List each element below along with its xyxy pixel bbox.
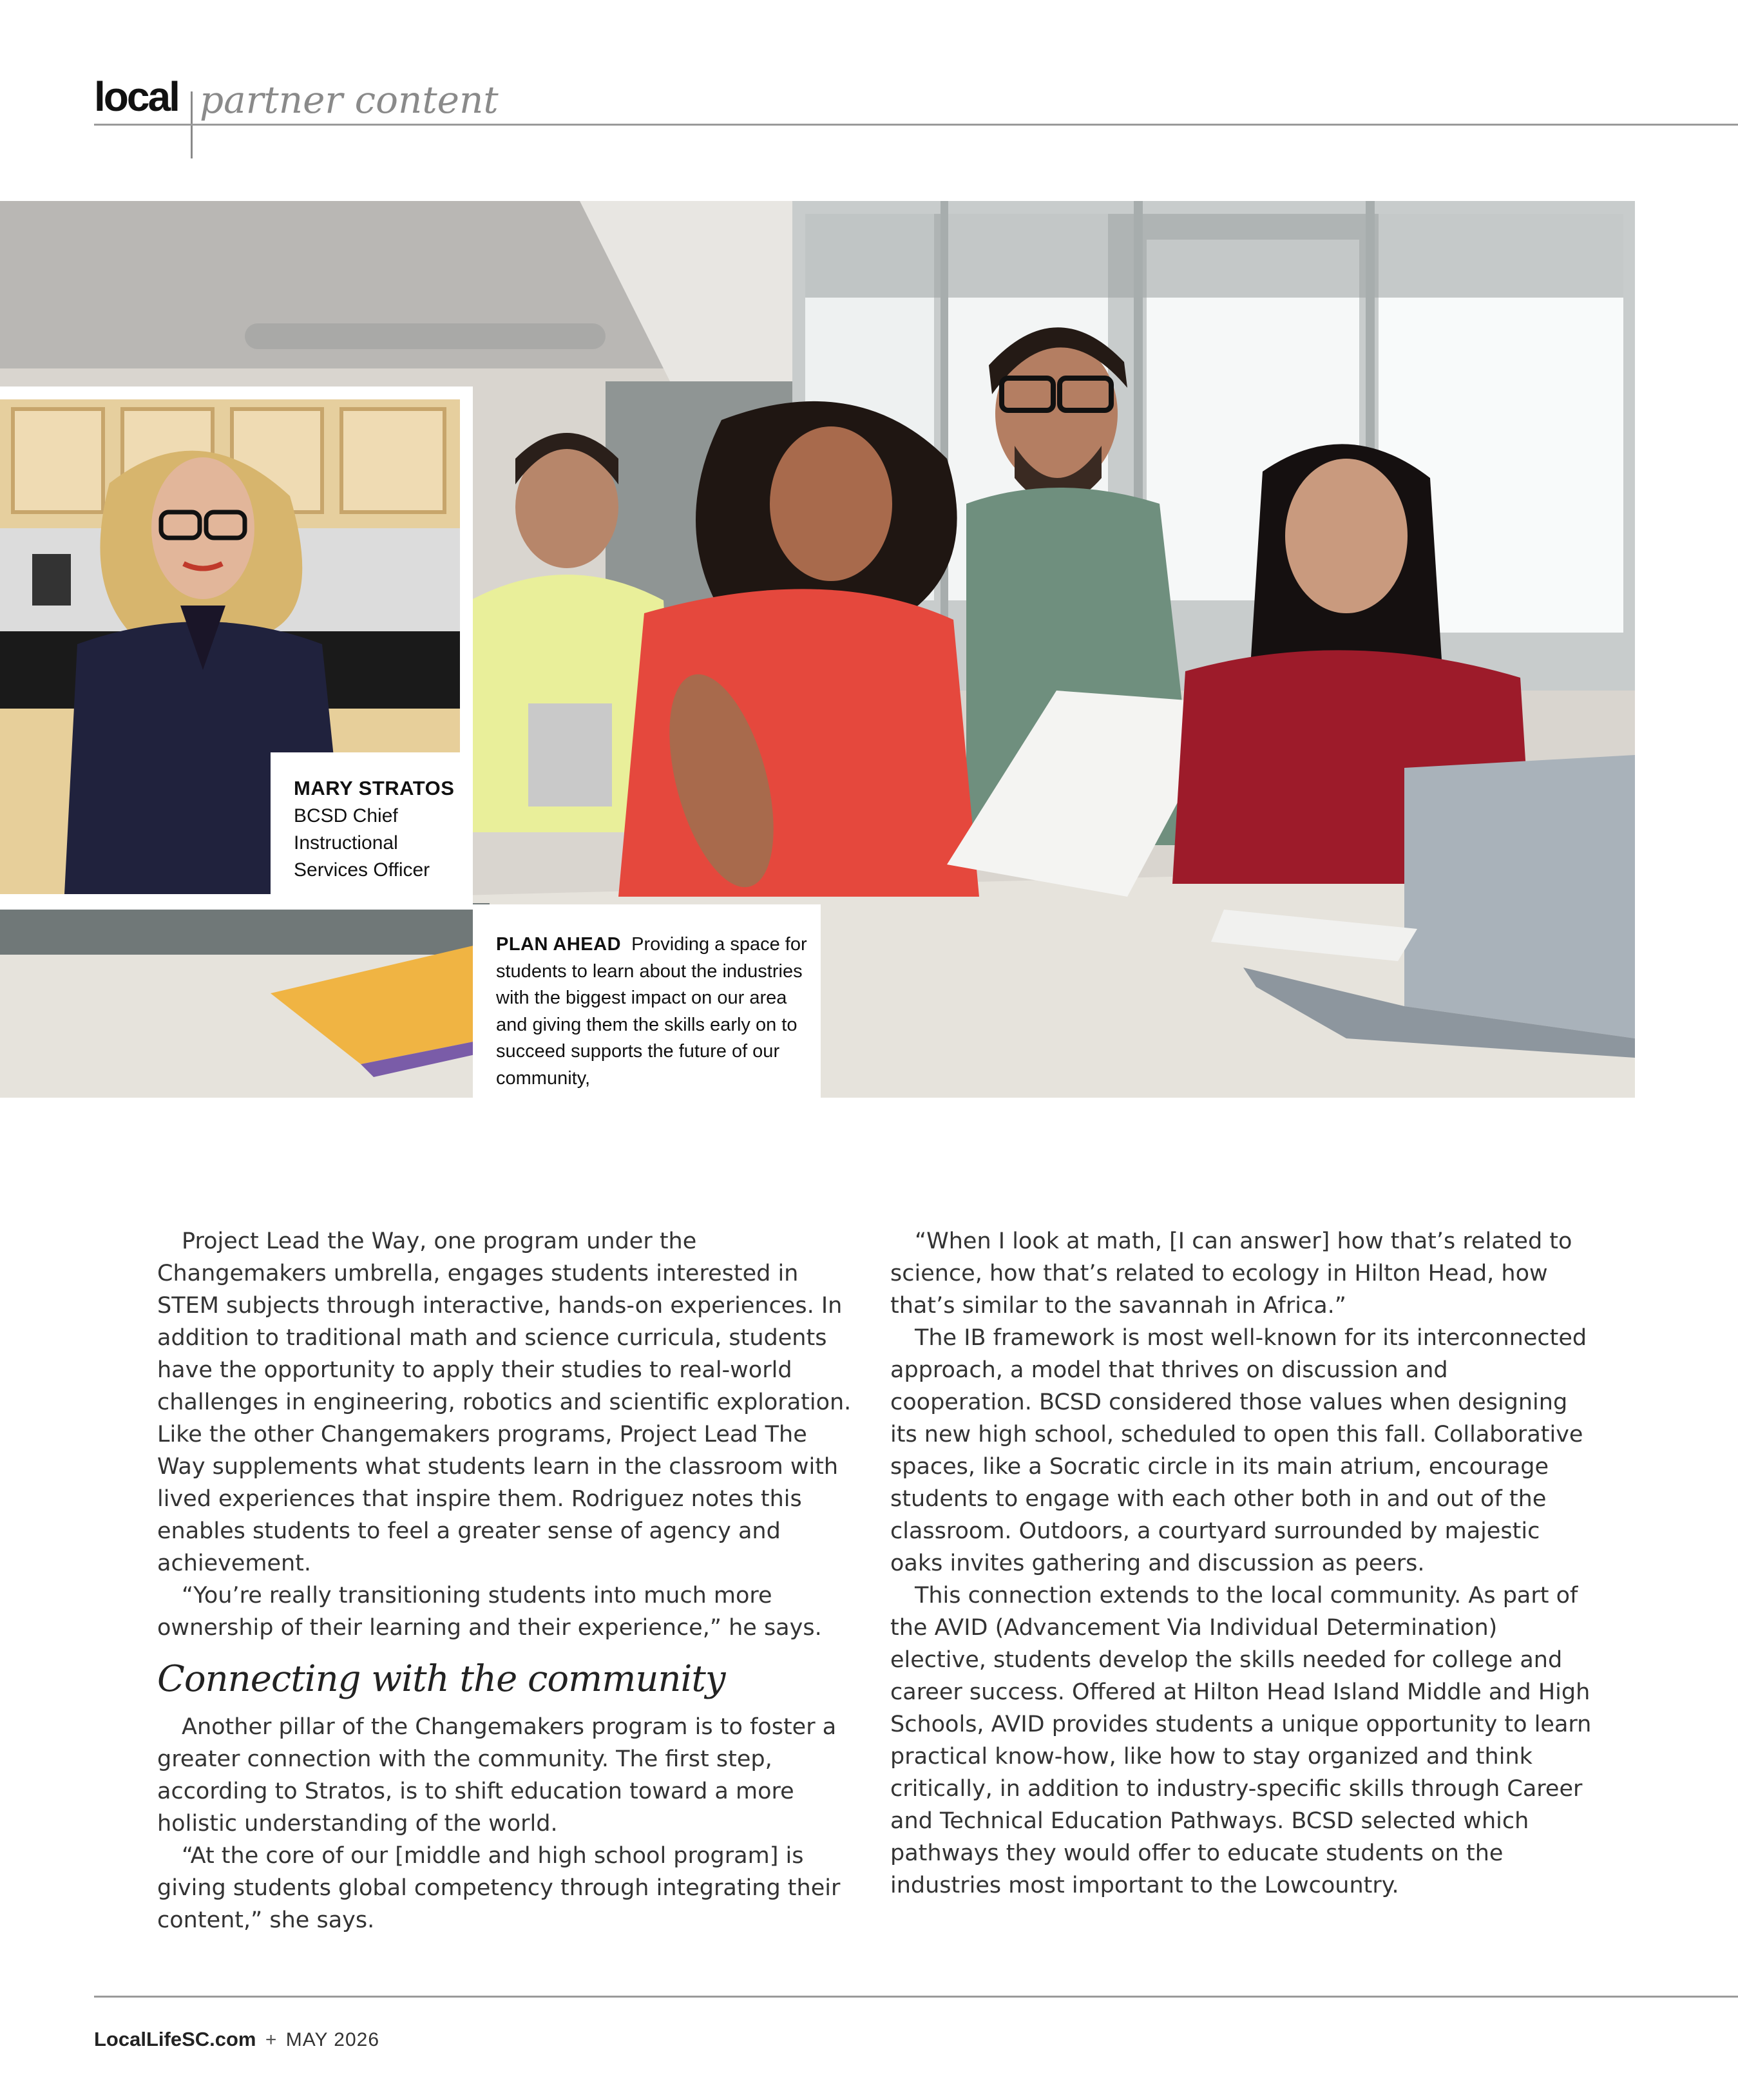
page-footer <box>94 2028 379 2051</box>
article-paragraph: “You’re really transitioning students into much more ownership of their learning and their experience,” he says. <box>157 1583 822 1641</box>
footer-rule <box>94 1996 1738 1998</box>
hero-caption-text: Providing a space for students to learn about the industries with the biggest impact on our area and giving them the skills early on to succeed supports the future of our community, <box>496 934 807 1089</box>
portrait-title: BCSD Chief Instructional Services Officer <box>294 805 430 881</box>
article-paragraph: This connection extends to the local community. As part of the AVID (Advancement Via Individual Determination) elective, students develop the skills needed for college and career success. Offered at Hilton Head Island Middle and High Schools, AVID provides students a unique opportunity to learn practical know-how, like how to stay organized and think critically, in addition to industry-specific skills through Career and Technical Education Pathways. BCSD selected which pathways they would offer to educate students on the industries most important to the Lowcountry. <box>890 1583 1592 1898</box>
section-heading: Connecting with the community <box>157 1658 725 1700</box>
article-paragraph: Another pillar of the Changemakers program is to foster a greater connection with the community. The first step, according to Stratos, is to shift education toward a more holistic understanding of the world. <box>157 1714 837 1837</box>
brand-logo: local <box>94 73 178 120</box>
portrait-name: MARY STRATOS <box>294 777 455 799</box>
article-paragraph: The IB framework is most well-known for its interconnected approach, a model that thrives on discussion and cooperation. BCSD considered those values when designing its new high school, scheduled to open this fall. Collaborative spaces, like a Socratic circle in its main atrium, encourage students to engage with each other both in and out of the classroom. Outdoors, a courtyard surrounded by majestic oaks invites gathering and discussion as peers. <box>890 1325 1587 1576</box>
section-label: partner content <box>200 78 499 122</box>
article-paragraph: Project Lead the Way, one program under the Changemakers umbrella, engages students interested in STEM subjects through interactive, hands-on experiences. In addition to traditional math and science curricula, students have the opportunity to apply their studies to real-world challenges in engineering, robotics and scientific exploration. Like the other Changemakers programs, Project Lead The Way supplements what students learn in the classroom with lived experiences that inspire them. Rodriguez notes this enables students to feel a greater sense of agency and achievement. <box>157 1228 852 1576</box>
article-paragraph: “At the core of our [middle and high school program] is giving students global competency through integrating their content,” she says. <box>157 1843 841 1933</box>
footer-separator: + <box>265 2029 277 2050</box>
hero-caption <box>496 931 809 1092</box>
article-right-column <box>890 1225 1596 1902</box>
article-paragraph: “When I look at math, [I can answer] how that’s related to science, how that’s related to ecology in Hilton Head, how that’s similar to the savannah in Africa.” <box>890 1228 1572 1319</box>
footer-issue: MAY 2026 <box>285 2029 380 2050</box>
header-rule <box>94 124 1738 126</box>
footer-site[interactable]: LocalLifeSC.com <box>94 2028 256 2050</box>
article-left-column <box>157 1225 857 1936</box>
hero-caption-lead: PLAN AHEAD <box>496 934 622 955</box>
